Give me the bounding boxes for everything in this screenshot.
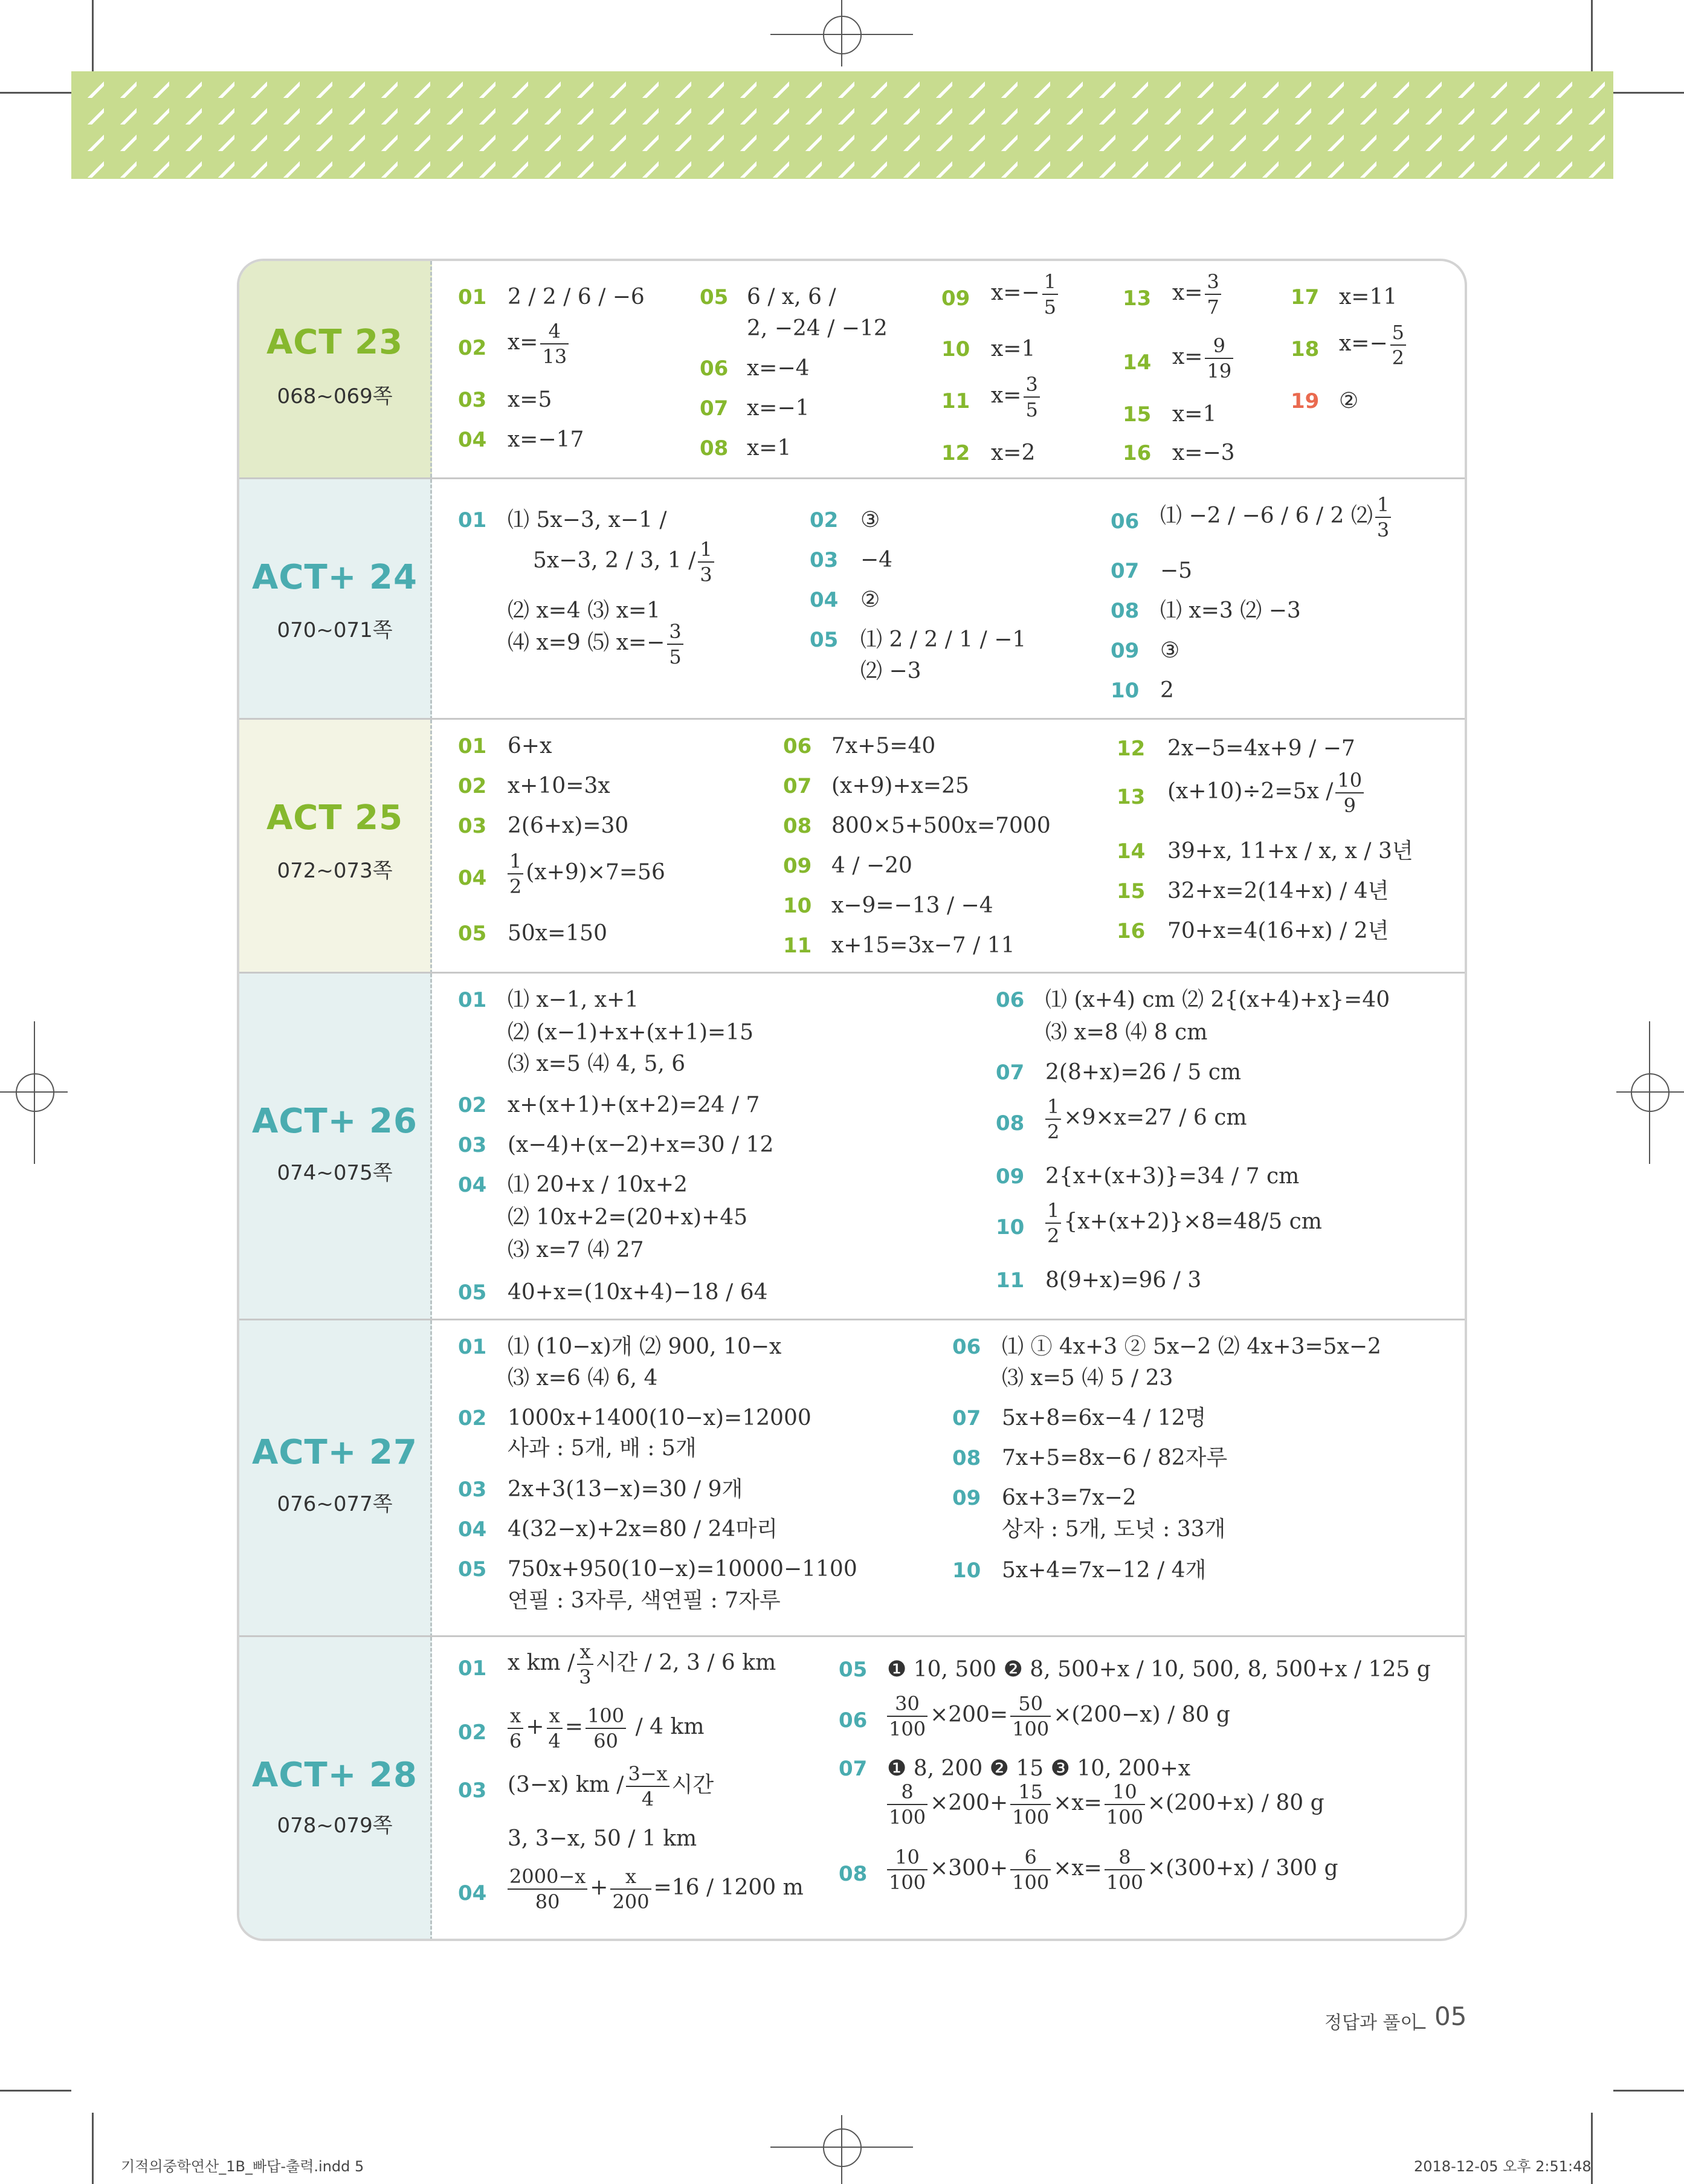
answer-cont: ⑶ x=5 ⑷ 5 / 23 xyxy=(1002,1366,1173,1391)
answer-cont: ⑵ −3 xyxy=(860,659,921,683)
answer: $\frac{1}{2}$ (x+9)×7=56 xyxy=(505,851,665,896)
item-number: 06 xyxy=(952,1335,981,1359)
act-26-row xyxy=(239,972,1465,1320)
page-number: 05 xyxy=(1434,2001,1467,2031)
answer: ⑴ 2 / 2 / 1 / −1 xyxy=(860,627,1027,652)
item-number: 13 xyxy=(1117,785,1146,809)
answer-cont: 상자 : 5개, 도넛 : 33개 xyxy=(1002,1517,1226,1542)
act-title: ACT+ 27 xyxy=(252,1433,418,1472)
answer-cont: 2, −24 / −12 xyxy=(747,316,888,341)
item-number: 02 xyxy=(458,336,487,360)
item-number: 07 xyxy=(700,396,729,421)
answer: $\frac{1}{2}$ {x+(x+2)}×8=48/5 cm xyxy=(1043,1201,1322,1245)
slug-file: 기적의중학연산_1B_빠답-출력.indd 5 xyxy=(121,2158,364,2175)
act-pages: 070~071쪽 xyxy=(277,618,393,642)
answer-cont: ⑵ 10x+2=(20+x)+45 xyxy=(508,1205,748,1230)
answer: $\frac{x}{6}$ + $\frac{x}{4}$ = $\frac{100}{60}$ / 4 km xyxy=(505,1706,704,1751)
item-number: 19 xyxy=(1291,389,1320,413)
item-number: 10 xyxy=(941,337,970,361)
item-number: 01 xyxy=(458,508,487,532)
answer: 750x+950(10−x)=10000−1100 xyxy=(508,1557,857,1581)
item-number: 15 xyxy=(1117,879,1146,903)
answer: ⑴ −2 / −6 / 6 / 2 ⑵ $\frac{1}{3}$ xyxy=(1160,495,1393,540)
act-pages: 078~079쪽 xyxy=(277,1814,393,1838)
item-number: 06 xyxy=(996,988,1025,1012)
act-27-label-cell xyxy=(239,1320,432,1637)
item-number: 06 xyxy=(783,734,812,758)
act-25-row xyxy=(239,718,1465,974)
item-number: 04 xyxy=(810,588,839,612)
item-number: 03 xyxy=(458,814,487,838)
item-number: 14 xyxy=(1123,351,1152,375)
item-number: 07 xyxy=(1111,559,1140,583)
answer: x+15=3x−7 / 11 xyxy=(831,933,1015,958)
act-title: ACT+ 24 xyxy=(252,558,418,597)
registration-circle xyxy=(1631,1073,1669,1112)
item-number: 08 xyxy=(783,814,812,838)
item-number: 09 xyxy=(1111,639,1140,663)
answer: 2 / 2 / 6 / −6 xyxy=(508,285,645,309)
item-number: 05 xyxy=(458,922,487,946)
answer-cont: ⑶ x=8 ⑷ 8 cm xyxy=(1045,1020,1208,1045)
answer: ⑴ 5x−3, x−1 / xyxy=(508,508,667,532)
footer-label: 정답과 풀이 xyxy=(1324,2012,1418,2034)
answer: ⑴ (x+4) cm ⑵ 2{(x+4)+x}=40 xyxy=(1045,987,1390,1012)
answer: ❶ 10, 500 ❷ 8, 500+x / 10, 500, 8, 500+x / 125 g xyxy=(887,1657,1431,1682)
item-number: 01 xyxy=(458,988,487,1012)
answer: ❶ 8, 200 ❷ 15 ❸ 10, 200+x xyxy=(887,1756,1191,1781)
answer: 2 xyxy=(1160,678,1174,703)
item-number: 04 xyxy=(458,866,487,890)
answer: x=− $\frac{1}{5}$ xyxy=(991,272,1060,317)
answer: x=−1 xyxy=(747,396,810,421)
answer: −5 xyxy=(1160,558,1193,583)
fraction: $\frac{8}{100}$ xyxy=(1105,1847,1145,1892)
fraction: $\frac{x}{3}$ xyxy=(577,1642,593,1687)
item-number: 07 xyxy=(952,1406,981,1430)
item-number: 01 xyxy=(458,285,487,309)
answer: x= $\frac{3}{5}$ xyxy=(991,375,1042,419)
answer: 800×5+500x=7000 xyxy=(831,813,1051,838)
header-banner xyxy=(71,71,1613,179)
fraction: $\frac{10}{100}$ xyxy=(1105,1782,1145,1827)
answer: 6 / x, 6 / xyxy=(747,285,836,309)
act-title: ACT 23 xyxy=(266,323,404,362)
item-number: 08 xyxy=(996,1111,1025,1136)
fraction: $\frac{10}{9}$ xyxy=(1335,771,1364,815)
crop-mark xyxy=(1613,92,1684,94)
answer-cont: ⑷ x=9 ⑸ x=− $\frac{3}{5}$ xyxy=(508,622,686,667)
act-25-label-cell xyxy=(239,720,432,974)
item-number: 12 xyxy=(1117,737,1146,761)
item-number: 02 xyxy=(458,1720,487,1745)
item-number: 10 xyxy=(996,1215,1025,1239)
item-number: 09 xyxy=(952,1486,981,1510)
item-number: 11 xyxy=(941,389,970,413)
item-number: 08 xyxy=(839,1862,868,1886)
item-number: 02 xyxy=(458,1406,487,1430)
answer: (x−4)+(x−2)+x=30 / 12 xyxy=(508,1132,774,1157)
item-number: 10 xyxy=(1111,679,1140,703)
item-number: 11 xyxy=(783,934,812,958)
answer: $\frac{30}{100}$ ×200= $\frac{50}{100}$ ×(200−x) / 80 g xyxy=(885,1694,1230,1739)
act-28-label-cell xyxy=(239,1637,432,1940)
answer: x= $\frac{4}{13}$ xyxy=(508,321,571,366)
answer: 70+x=4(16+x) / 2년 xyxy=(1167,919,1389,943)
fraction: $\frac{3}{7}$ xyxy=(1205,272,1221,317)
answer: 40+x=(10x+4)−18 / 64 xyxy=(508,1280,768,1305)
answer: 32+x=2(14+x) / 4년 xyxy=(1167,879,1389,903)
item-number: 05 xyxy=(839,1658,868,1682)
answer: 2(8+x)=26 / 5 cm xyxy=(1045,1060,1241,1085)
crop-mark xyxy=(1613,2090,1684,2092)
act-pages: 072~073쪽 xyxy=(277,859,393,883)
answer-cont: ⑵ x=4 ⑶ x=1 xyxy=(508,598,661,623)
crop-mark xyxy=(92,2113,94,2184)
item-number: 16 xyxy=(1117,919,1146,943)
item-number: 10 xyxy=(952,1559,981,1583)
answer: $\frac{2000-x}{80}$ + $\frac{x}{200}$ =16 / 1200 m xyxy=(505,1867,804,1911)
answer: 2x+3(13−x)=30 / 9개 xyxy=(508,1477,743,1502)
answer: 50x=150 xyxy=(508,921,607,946)
answer-cont: 3, 3−x, 50 / 1 km xyxy=(508,1826,697,1851)
act-26-label-cell xyxy=(239,974,432,1320)
fraction: $\frac{4}{13}$ xyxy=(540,321,569,366)
answer: $\frac{1}{2}$ ×9×x=27 / 6 cm xyxy=(1043,1097,1247,1142)
item-number: 08 xyxy=(952,1446,981,1470)
item-number: 04 xyxy=(458,428,487,452)
answer: x=− $\frac{5}{2}$ xyxy=(1339,323,1408,367)
answer: 5x+8=6x−4 / 12명 xyxy=(1002,1406,1207,1430)
item-number: 03 xyxy=(458,1779,487,1803)
fraction: $\frac{9}{19}$ xyxy=(1205,336,1233,381)
answer: 39+x, 11+x / x, x / 3년 xyxy=(1167,839,1413,864)
item-number: 12 xyxy=(941,441,970,465)
slug-date: 2018-12-05 오후 2:51:48 xyxy=(1414,2158,1592,2175)
answer: ② xyxy=(860,587,880,612)
answer: x= $\frac{9}{19}$ xyxy=(1172,336,1236,381)
item-number: 11 xyxy=(996,1268,1025,1293)
answer: x+(x+1)+(x+2)=24 / 7 xyxy=(508,1093,760,1117)
item-number: 02 xyxy=(810,508,839,532)
answer: x=1 xyxy=(1172,402,1217,427)
item-number: 05 xyxy=(458,1281,487,1305)
item-number: 02 xyxy=(458,774,487,798)
answer-cont: $\frac{8}{100}$ ×200+ $\frac{15}{100}$ ×x= $\frac{10}{100}$ ×(200+x) / 80 g xyxy=(885,1782,1324,1827)
answer: ② xyxy=(1339,389,1359,413)
item-number: 04 xyxy=(458,1173,487,1197)
item-number: 06 xyxy=(839,1708,868,1733)
item-number: 07 xyxy=(996,1061,1025,1085)
fraction: $\frac{50}{100}$ xyxy=(1010,1694,1051,1739)
crop-mark xyxy=(0,92,71,94)
answer: ③ xyxy=(860,508,880,532)
crop-mark xyxy=(92,0,94,71)
answer: ⑴ (10−x)개 ⑵ 900, 10−x xyxy=(508,1334,782,1359)
item-number: 07 xyxy=(783,774,812,798)
fraction: $\frac{3}{5}$ xyxy=(1024,375,1039,419)
act-title: ACT+ 28 xyxy=(252,1756,418,1795)
answer: 4 / −20 xyxy=(831,853,912,878)
answer: 4(32−x)+2x=80 / 24마리 xyxy=(508,1517,778,1542)
item-number: 16 xyxy=(1123,441,1152,465)
item-number: 05 xyxy=(458,1557,487,1581)
item-number: 17 xyxy=(1291,285,1320,309)
fraction: $\frac{1}{2}$ xyxy=(1045,1201,1061,1245)
answer: (x+9)+x=25 xyxy=(831,774,969,798)
item-number: 14 xyxy=(1117,839,1146,864)
item-number: 03 xyxy=(458,1133,487,1157)
answer: 7x+5=40 xyxy=(831,734,936,758)
act-title: ACT+ 26 xyxy=(252,1102,418,1141)
answer: x−9=−13 / −4 xyxy=(831,893,993,918)
answer: $\frac{10}{100}$ ×300+ $\frac{6}{100}$ ×x= $\frac{8}{100}$ ×(300+x) / 300 g xyxy=(885,1847,1338,1892)
item-number: 03 xyxy=(458,1478,487,1502)
fraction: $\frac{x}{6}$ xyxy=(508,1706,523,1751)
answer: 8(9+x)=96 / 3 xyxy=(1045,1268,1202,1293)
fraction: $\frac{3-x}{4}$ xyxy=(626,1764,669,1809)
fraction: $\frac{1}{5}$ xyxy=(1042,272,1058,317)
act-24-label-cell xyxy=(239,479,432,720)
item-number: 05 xyxy=(700,285,729,309)
fraction: $\frac{6}{100}$ xyxy=(1010,1847,1051,1892)
crop-mark xyxy=(0,2090,71,2092)
answer-cont: ⑶ x=5 ⑷ 4, 5, 6 xyxy=(508,1052,686,1076)
item-number: 04 xyxy=(458,1881,487,1905)
answer: x+10=3x xyxy=(508,774,610,798)
answer: ⑴ x=3 ⑵ −3 xyxy=(1160,598,1301,623)
fraction: $\frac{x}{4}$ xyxy=(547,1706,563,1751)
answer: (3−x) km / $\frac{3-x}{4}$ 시간 xyxy=(508,1762,714,1811)
answer-cont: 연필 : 3자루, 색연필 : 7자루 xyxy=(508,1588,781,1613)
answer: ⑴ 20+x / 10x+2 xyxy=(508,1172,688,1197)
item-number: 01 xyxy=(458,1656,487,1681)
answer: 5x+4=7x−12 / 4개 xyxy=(1002,1558,1207,1583)
act-pages: 074~075쪽 xyxy=(277,1161,393,1185)
item-number: 08 xyxy=(1111,599,1140,623)
answer-cont: ⑶ x=7 ⑷ 27 xyxy=(508,1238,644,1262)
act-pages: 068~069쪽 xyxy=(277,384,393,409)
act-28-row xyxy=(239,1635,1465,1940)
answer: ⑴ x−1, x+1 xyxy=(508,987,639,1012)
fraction: $\frac{5}{2}$ xyxy=(1390,323,1406,367)
act-title: ACT 25 xyxy=(266,798,404,838)
act-23-row xyxy=(239,261,1465,477)
answer: 2x−5=4x+9 / −7 xyxy=(1167,736,1355,761)
item-number: 09 xyxy=(941,286,970,311)
answer: 6+x xyxy=(508,734,552,758)
act-27-row xyxy=(239,1319,1465,1637)
fraction: $\frac{3}{5}$ xyxy=(667,622,683,667)
item-number: 18 xyxy=(1291,337,1320,361)
fraction: $\frac{8}{100}$ xyxy=(887,1782,927,1827)
act-24-row xyxy=(239,477,1465,720)
answer: x= $\frac{3}{7}$ xyxy=(1172,272,1224,317)
act-23-label-cell xyxy=(239,261,432,477)
fraction: $\frac{1}{2}$ xyxy=(1045,1097,1061,1142)
item-number: 07 xyxy=(839,1757,868,1781)
answer: x=5 xyxy=(508,387,552,412)
answer: x=−3 xyxy=(1172,441,1235,465)
item-number: 09 xyxy=(783,854,812,878)
answer: x=−17 xyxy=(508,427,584,452)
answer: 1000x+1400(10−x)=12000 xyxy=(508,1406,811,1430)
item-number: 01 xyxy=(458,734,487,758)
registration-circle xyxy=(16,1073,54,1112)
fraction: $\frac{15}{100}$ xyxy=(1010,1782,1051,1827)
item-number: 15 xyxy=(1123,402,1152,427)
item-number: 03 xyxy=(458,388,487,412)
item-number: 13 xyxy=(1123,286,1152,311)
answer: ⑴ ① 4x+3 ② 5x−2 ⑵ 4x+3=5x−2 xyxy=(1002,1334,1381,1359)
answer: x=2 xyxy=(991,441,1036,465)
item-number: 10 xyxy=(783,894,812,918)
fraction: $\frac{30}{100}$ xyxy=(887,1694,927,1739)
answer: −4 xyxy=(860,548,893,572)
answer: x=−4 xyxy=(747,356,810,381)
footer-separator: _ xyxy=(1415,2005,1425,2029)
item-number: 01 xyxy=(458,1335,487,1359)
answer-table xyxy=(237,259,1467,1941)
answer: 6x+3=7x−2 xyxy=(1002,1485,1137,1510)
item-number: 04 xyxy=(458,1517,487,1542)
registration-circle xyxy=(823,16,862,54)
answer: 2(6+x)=30 xyxy=(508,813,629,838)
registration-circle xyxy=(823,2128,862,2167)
answer-cont: 5x−3, 2 / 3, 1 / $\frac{1}{3}$ xyxy=(533,540,717,584)
crop-mark xyxy=(1591,0,1593,71)
answer: 7x+5=8x−6 / 82자루 xyxy=(1002,1446,1228,1470)
fraction: $\frac{2000-x}{80}$ xyxy=(508,1867,587,1911)
item-number: 05 xyxy=(810,628,839,652)
item-number: 08 xyxy=(700,436,729,460)
fraction: $\frac{1}{2}$ xyxy=(508,851,523,896)
fraction: $\frac{x}{200}$ xyxy=(610,1867,651,1911)
answer: x km / $\frac{x}{3}$ 시간 / 2, 3 / 6 km xyxy=(508,1640,776,1688)
answer: (x+10)÷2=5x / $\frac{10}{9}$ xyxy=(1167,771,1366,815)
fraction: $\frac{1}{3}$ xyxy=(1375,495,1391,540)
item-number: 09 xyxy=(996,1165,1025,1189)
item-number: 06 xyxy=(1111,509,1140,534)
fraction: $\frac{10}{100}$ xyxy=(887,1847,927,1892)
item-number: 02 xyxy=(458,1093,487,1117)
answer: ③ xyxy=(1160,638,1180,663)
fraction: $\frac{100}{60}$ xyxy=(586,1706,626,1751)
answer: x=1 xyxy=(747,436,792,460)
answer-cont: 사과 : 5개, 배 : 5개 xyxy=(508,1436,697,1461)
answer: x=1 xyxy=(991,337,1036,361)
item-number: 03 xyxy=(810,548,839,572)
answer-cont: ⑶ x=6 ⑷ 6, 4 xyxy=(508,1366,658,1391)
fraction: $\frac{1}{3}$ xyxy=(698,540,714,584)
item-number: 06 xyxy=(700,357,729,381)
answer: x=11 xyxy=(1339,285,1398,309)
answer: 2{x+(x+3)}=34 / 7 cm xyxy=(1045,1164,1300,1189)
answer-cont: ⑵ (x−1)+x+(x+1)=15 xyxy=(508,1020,753,1045)
act-pages: 076~077쪽 xyxy=(277,1492,393,1516)
